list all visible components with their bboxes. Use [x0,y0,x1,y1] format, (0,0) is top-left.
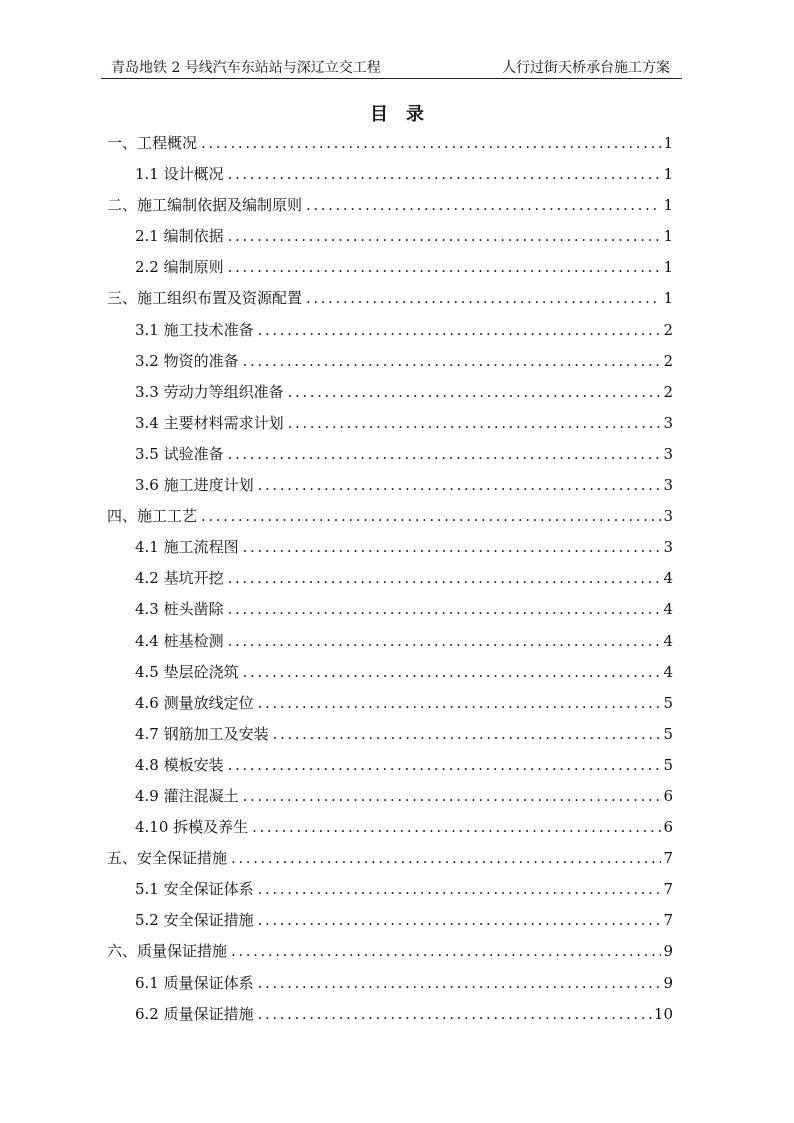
toc-page-number: 10 [653,1004,673,1023]
toc-entry-label: 一、工程概况 [107,134,198,152]
toc-page-number: 6 [663,818,673,837]
toc-page-number: 1 [663,165,673,184]
toc-section-entry[interactable] [107,750,673,781]
toc-dot-leader [201,501,661,532]
toc-entry-label: 4.6 测量放线定位 [135,693,254,712]
toc-section-entry[interactable] [107,315,673,346]
toc-dot-leader [288,408,662,439]
toc-entry-label: 4.7 钢筋加工及安装 [135,724,269,743]
toc-entry-label: 四、施工工艺 [107,507,198,526]
toc-dot-leader [243,532,662,563]
toc-page-number: 2 [663,320,673,339]
toc-entry-label: 1.1 设计概况 [135,165,224,184]
toc-title: 目录 [370,104,442,125]
toc-page-number: 7 [663,880,673,899]
toc-page-number: 7 [663,849,673,868]
toc-page-number: 9 [663,942,673,961]
toc-entry-label: 6.2 质量保证措施 [135,1004,254,1023]
toc-entry-label: 5.2 安全保证措施 [135,911,254,930]
toc-page-number: 4 [663,569,673,588]
toc-entry-label: 4.5 垫层砼浇筑 [135,662,239,681]
toc-section-entry[interactable] [107,470,673,501]
toc-section-entry[interactable] [107,439,673,470]
toc-page-number: 2 [663,382,673,401]
toc-section-entry[interactable] [107,999,673,1030]
page-header [101,58,682,79]
toc-page-number: 5 [663,693,673,712]
toc-chapter-entry[interactable] [107,128,673,159]
toc-dot-leader [306,190,661,221]
toc-page-number: 7 [663,911,673,930]
toc-entry-label: 6.1 质量保证体系 [135,973,254,992]
toc-page-number: 5 [663,755,673,774]
toc-section-entry[interactable] [107,221,673,252]
toc-page-number: 3 [663,444,673,463]
toc-section-entry[interactable] [107,657,673,688]
toc-section-entry[interactable] [107,377,673,408]
toc-dot-leader [258,470,662,501]
header-project-title: 青岛地铁 2 号线汽车东站站与深辽立交工程 [111,60,381,76]
toc-page-number: 4 [663,662,673,681]
toc-section-entry[interactable] [107,781,673,812]
toc-dot-leader [243,346,662,377]
toc-dot-leader [228,750,662,781]
toc-entry-label: 4.2 基坑开挖 [135,569,224,588]
toc-page-number: 5 [663,724,673,743]
toc-dot-leader [258,999,652,1030]
toc-entry-label: 4.3 桩头凿除 [135,600,224,619]
toc-entry-label: 4.4 桩基检测 [135,631,224,650]
toc-entry-label: 4.8 模板安装 [135,755,224,774]
toc-entry-label: 3.4 主要材料需求计划 [135,413,284,432]
toc-section-entry[interactable] [107,874,673,905]
toc-dot-leader [306,283,661,314]
toc-chapter-entry[interactable] [107,501,673,532]
toc-dot-leader [273,719,662,750]
toc-dot-leader [228,563,662,594]
toc-section-entry[interactable] [107,346,673,377]
toc-page-number: 9 [663,973,673,992]
toc-section-entry[interactable] [107,719,673,750]
toc-section-entry[interactable] [107,626,673,657]
toc-page-number: 1 [663,196,673,215]
toc-dot-leader [228,594,662,625]
toc-entry-label: 2.2 编制原则 [135,258,224,277]
toc-entry-label: 4.9 灌注混凝土 [135,786,239,805]
toc-dot-leader [258,315,662,346]
toc-section-entry[interactable] [107,563,673,594]
toc-chapter-entry[interactable] [107,283,673,314]
toc-dot-leader [258,688,662,719]
toc-chapter-entry[interactable] [107,190,673,221]
toc-entry-label: 六、质量保证措施 [107,942,228,961]
toc-dot-leader [243,657,662,688]
toc-entry-label: 二、施工编制依据及编制原则 [107,196,303,215]
toc-page-number: 3 [663,538,673,557]
toc-page-number: 3 [663,476,673,495]
toc-entry-label: 4.1 施工流程图 [135,538,239,557]
toc-dot-leader [201,128,661,159]
toc-page-number: 1 [663,227,673,246]
toc-section-entry[interactable] [107,812,673,843]
toc-dot-leader [258,905,662,936]
toc-dot-leader [228,159,662,190]
toc-dot-leader [228,221,662,252]
table-of-contents [107,128,673,1030]
toc-entry-label: 3.1 施工技术准备 [135,320,254,339]
toc-page-number: 6 [663,786,673,805]
toc-entry-label: 5.1 安全保证体系 [135,880,254,899]
toc-section-entry[interactable] [107,905,673,936]
toc-page-number: 1 [663,289,673,308]
toc-chapter-entry[interactable] [107,936,673,967]
toc-entry-label: 3.2 物资的准备 [135,351,239,370]
toc-page-number: 4 [663,631,673,650]
toc-chapter-entry[interactable] [107,843,673,874]
toc-section-entry[interactable] [107,532,673,563]
toc-page-number: 4 [663,600,673,619]
toc-dot-leader [231,936,661,967]
toc-entry-label: 2.1 编制依据 [135,227,224,246]
toc-section-entry[interactable] [107,688,673,719]
toc-entry-label: 3.3 劳动力等组织准备 [135,382,284,401]
toc-dot-leader [252,812,661,843]
toc-dot-leader [228,439,662,470]
toc-page-number: 3 [663,507,673,526]
toc-page-number: 1 [663,258,673,277]
toc-section-entry[interactable] [107,159,673,190]
toc-page-number: 1 [663,134,673,152]
toc-entry-label: 三、施工组织布置及资源配置 [107,289,303,308]
toc-section-entry[interactable] [107,968,673,999]
toc-entry-label: 4.10 拆模及养生 [135,818,249,837]
toc-section-entry[interactable] [107,594,673,625]
toc-dot-leader [288,377,662,408]
toc-section-entry[interactable] [107,408,673,439]
toc-page-number: 3 [663,413,673,432]
toc-section-entry[interactable] [107,252,673,283]
toc-dot-leader [243,781,662,812]
toc-dot-leader [231,843,661,874]
toc-page-number: 2 [663,351,673,370]
toc-entry-label: 五、安全保证措施 [107,849,228,868]
toc-entry-label: 3.6 施工进度计划 [135,476,254,495]
toc-dot-leader [258,874,662,905]
toc-entry-label: 3.5 试验准备 [135,444,224,463]
header-document-title: 人行过街天桥承台施工方案 [502,60,670,76]
toc-dot-leader [258,968,662,999]
toc-dot-leader [228,626,662,657]
toc-dot-leader [228,252,662,283]
